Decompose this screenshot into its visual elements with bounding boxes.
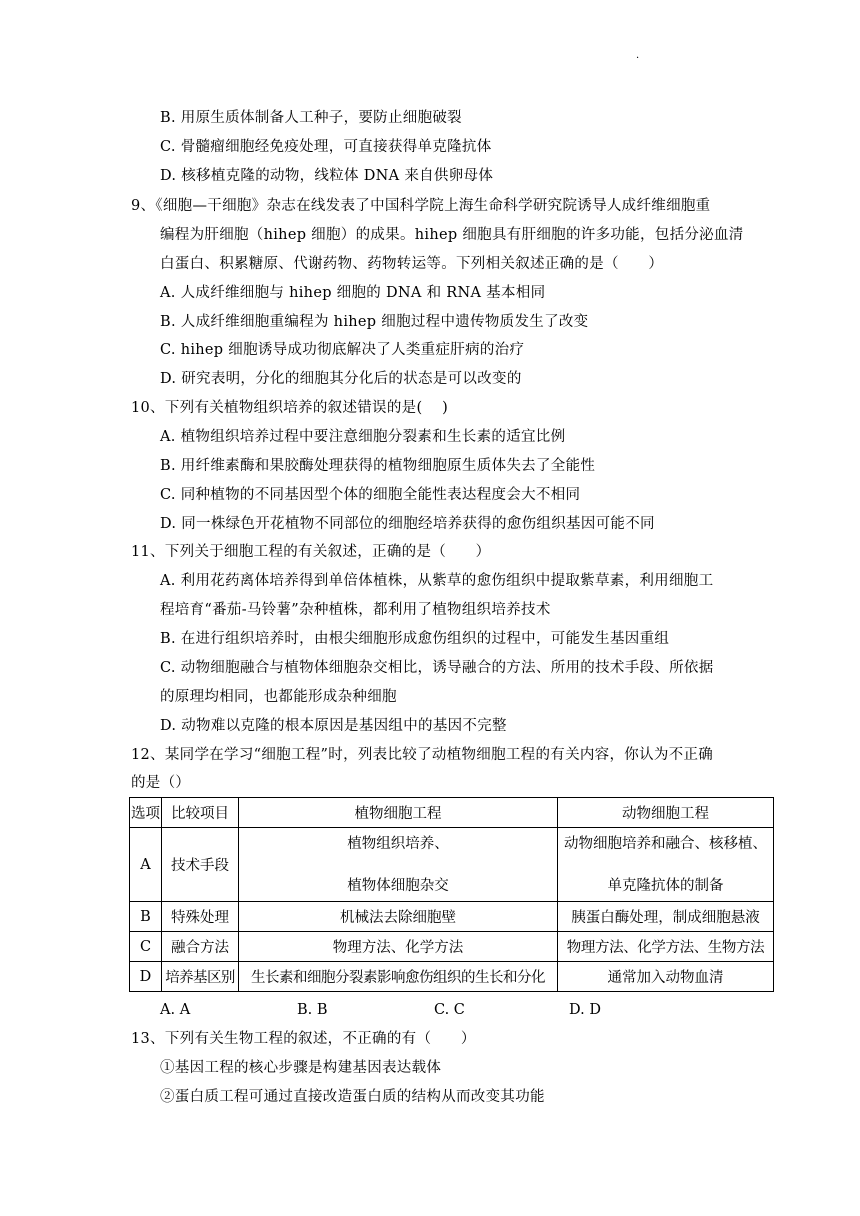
row-c-plant: 物理方法、化学方法 (239, 932, 558, 962)
row-c-animal: 物理方法、化学方法、生物方法 (558, 932, 774, 962)
row-d-option: D (130, 962, 162, 992)
q13-statement-1: ①基因工程的核心步骤是构建基因表达载体 (160, 1060, 442, 1076)
row-a-plant-line1: 植物组织培养、 (347, 835, 449, 852)
q12-stem-line1: 12、某同学在学习“细胞工程”时，列表比较了动植物细胞工程的有关内容，你认为不正确 (131, 747, 714, 763)
q11-option-a-line2: 程培育“番茄-马铃薯”杂种植株，都利用了植物组织培养技术 (160, 602, 551, 618)
q12-option-a: A. A (160, 1002, 191, 1018)
q12-option-d: D. D (569, 1002, 601, 1018)
row-a-animal-line1: 动物细胞培养和融合、核移植、 (564, 835, 767, 852)
row-b-item: 特殊处理 (162, 902, 239, 932)
table-row (130, 828, 774, 902)
q10-option-c: C. 同种植物的不同基因型个体的细胞全能性表达程度会大不相同 (160, 487, 581, 503)
header-option: 选项 (130, 798, 162, 828)
row-b-animal: 胰蛋白酶处理，制成细胞悬液 (558, 902, 774, 932)
header-item: 比较项目 (162, 798, 239, 828)
q11-option-a-line1: A. 利用花药离体培养得到单倍体植株，从紫草的愈伤组织中提取紫草素，利用细胞工 (160, 573, 714, 589)
row-a-plant (239, 828, 558, 902)
q10-option-a: A. 植物组织培养过程中要注意细胞分裂素和生长素的适宜比例 (160, 429, 566, 445)
q9-option-a: A. 人成纤维细胞与 hihep 细胞的 DNA 和 RNA 基本相同 (160, 285, 546, 301)
q9-stem-line1: 9、《细胞—干细胞》杂志在线发表了中国科学院上海生命科学研究院诱导人成纤维细胞重 (131, 198, 711, 214)
header-mark: · (636, 53, 640, 64)
row-d-item: 培养基区别 (162, 962, 239, 992)
table-row (130, 902, 774, 932)
row-a-animal (558, 828, 774, 902)
comparison-table (129, 797, 774, 992)
row-c-option: C (130, 932, 162, 962)
q8-option-b: B. 用原生质体制备人工种子，要防止细胞破裂 (160, 110, 462, 126)
q12-stem-line2: 的是（） (131, 775, 191, 791)
row-d-animal: 通常加入动物血清 (558, 962, 774, 992)
q11-option-b: B. 在进行组织培养时，由根尖细胞形成愈伤组织的过程中，可能发生基因重组 (160, 631, 670, 647)
header-animal: 动物细胞工程 (558, 798, 774, 828)
row-a-item: 技术手段 (162, 828, 239, 902)
q10-option-d: D. 同一株绿色开花植物不同部位的细胞经培养获得的愈伤组织基因可能不同 (160, 516, 655, 532)
q11-stem: 11、下列关于细胞工程的有关叙述，正确的是（ ） (131, 544, 491, 560)
q9-stem-line2: 编程为肝细胞（hihep 细胞）的成果。hihep 细胞具有肝细胞的许多功能，包括分泌血清 (160, 227, 744, 243)
q8-option-d: D. 核移植克隆的动物，线粒体 DNA 来自供卵母体 (160, 168, 494, 184)
row-b-option: B (130, 902, 162, 932)
q12-option-b: B. B (297, 1002, 328, 1018)
table-row (130, 932, 774, 962)
row-a-animal-line2: 单克隆抗体的制备 (607, 877, 724, 894)
q13-statement-2: ②蛋白质工程可通过直接改造蛋白质的结构从而改变其功能 (160, 1089, 545, 1105)
row-c-item: 融合方法 (162, 932, 239, 962)
row-b-plant: 机械法去除细胞壁 (239, 902, 558, 932)
q13-stem: 13、下列有关生物工程的叙述，不正确的有（ ） (131, 1031, 476, 1047)
q9-option-c: C. hihep 细胞诱导成功彻底解决了人类重症肝病的治疗 (160, 342, 525, 358)
q11-option-c-line1: C. 动物细胞融合与植物体细胞杂交相比，诱导融合的方法、所用的技术手段、所依据 (160, 660, 714, 676)
q9-option-b: B. 人成纤维细胞重编程为 hihep 细胞过程中遗传物质发生了改变 (160, 314, 589, 330)
q9-option-d: D. 研究表明，分化的细胞其分化后的状态是可以改变的 (160, 371, 522, 387)
q9-stem-line3: 白蛋白、积累糖原、代谢药物、药物转运等。下列相关叙述正确的是（ ） (160, 256, 664, 272)
q11-option-d: D. 动物难以克隆的根本原因是基因组中的基因不完整 (160, 718, 507, 734)
q8-option-c: C. 骨髓瘤细胞经免疫处理，可直接获得单克隆抗体 (160, 139, 492, 155)
table-header-row (130, 798, 774, 828)
row-d-plant: 生长素和细胞分裂素影响愈伤组织的生长和分化 (239, 962, 558, 992)
q11-option-c-line2: 的原理均相同，也都能形成杂种细胞 (160, 689, 397, 705)
row-a-option: A (130, 828, 162, 902)
q10-stem: 10、下列有关植物组织培养的叙述错误的是( ) (131, 400, 449, 416)
q10-option-b: B. 用纤维素酶和果胶酶处理获得的植物细胞原生质体失去了全能性 (160, 458, 596, 474)
header-plant: 植物细胞工程 (239, 798, 558, 828)
table-row (130, 962, 774, 992)
row-a-plant-line2: 植物体细胞杂交 (347, 877, 449, 894)
q12-option-c: C. C (434, 1002, 465, 1018)
